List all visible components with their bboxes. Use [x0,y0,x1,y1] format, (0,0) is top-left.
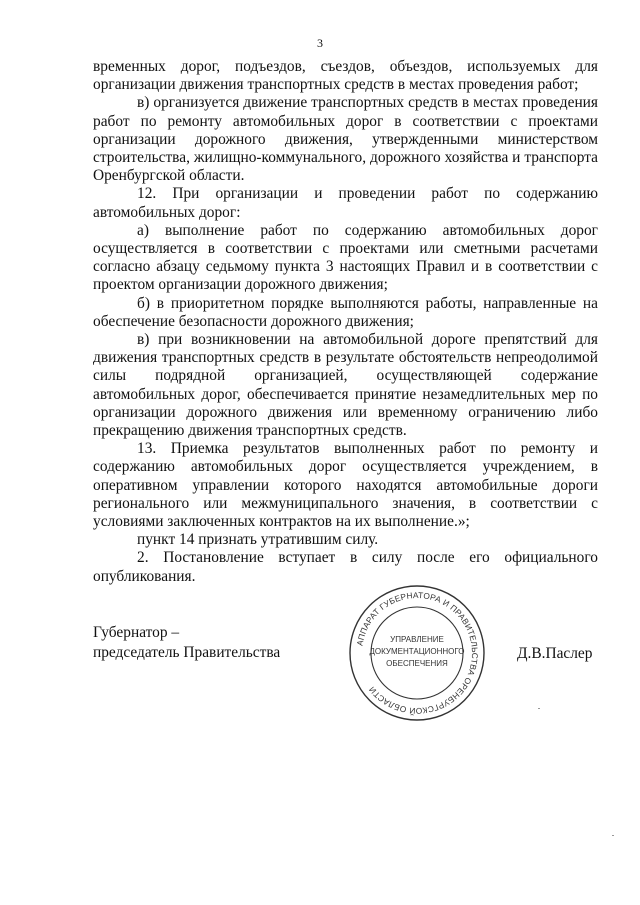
seal-center-line3: ОБЕСПЕЧЕНИЯ [386,659,448,668]
paragraph-continuation: временных дорог, подъездов, съездов, объездов, используемых для организации движения транспортных средств в местах проведения работ; [93,58,598,94]
signatory-title-line2: председатель Правительства [93,644,281,661]
paragraph-point-12: 12. При организации и проведении работ по содержанию автомобильных дорог: [93,185,598,221]
signatory-name: Д.В.Паслер [517,645,593,662]
scan-speck [538,708,540,709]
paragraph-item-v-organization: в) организуется движение транспортных средств в местах проведения работ по ремонту автомобильных дорог в соответствии с проектами организации дорожного движения, утвержденными министерством строительства, жилищно-коммунального, дорожного хозяйства и транспорта Оренбургской области. [93,94,598,185]
page-number: 3 [317,36,323,50]
seal-center-line1: УПРАВЛЕНИЕ [390,635,444,644]
signatory-position [93,623,280,663]
paragraph-point-13: 13. Приемка результатов выполненных работ по ремонту и содержанию автомобильных дорог осуществляется учреждением, в оперативном управлении которого находятся автомобильные дороги регионального или межмуниципального значения, в соответствии с условиями заключенных контрактов на их выполнение.»; [93,440,598,531]
seal-center-line2: ДОКУМЕНТАЦИОННОГО [369,647,465,656]
signatory-title-line1: Губернатор – [93,624,180,641]
paragraph-point-14: пункт 14 признать утратившим силу. [137,531,379,549]
official-seal [347,583,487,723]
document-body [93,58,598,586]
scan-speck [612,835,614,836]
paragraph-item-v-obstacles: в) при возникновении на автомобильной дороге препятствий для движения транспортных средств в результате обстоятельств непреодолимой силы подрядной организацией, осуществляющей содержание автомобильных дорог, обеспечивается принятие незамедлительных мер по организации дорожного движения или временному ограничению либо прекращению движения транспортных средств. [93,331,598,440]
paragraph-item-a: а) выполнение работ по содержанию автомобильных дорог осуществляется в соответствии с проектами или сметными расчетами согласно абзацу седьмому пункта 3 настоящих Правил и в соответствии с проектом организации дорожного движения; [93,221,598,294]
seal-ring-text: АППАРАТ ГУБЕРНАТОРА И ПРАВИТЕЛЬСТВА ОРЕНБУРГСКОЙ ОБЛАСТИ [354,589,481,717]
paragraph-point-2: 2. Постановление вступает в силу после его официального опубликования. [93,549,598,585]
paragraph-item-b: б) в приоритетном порядке выполняются работы, направленные на обеспечение безопасности дорожного движения; [93,294,598,330]
